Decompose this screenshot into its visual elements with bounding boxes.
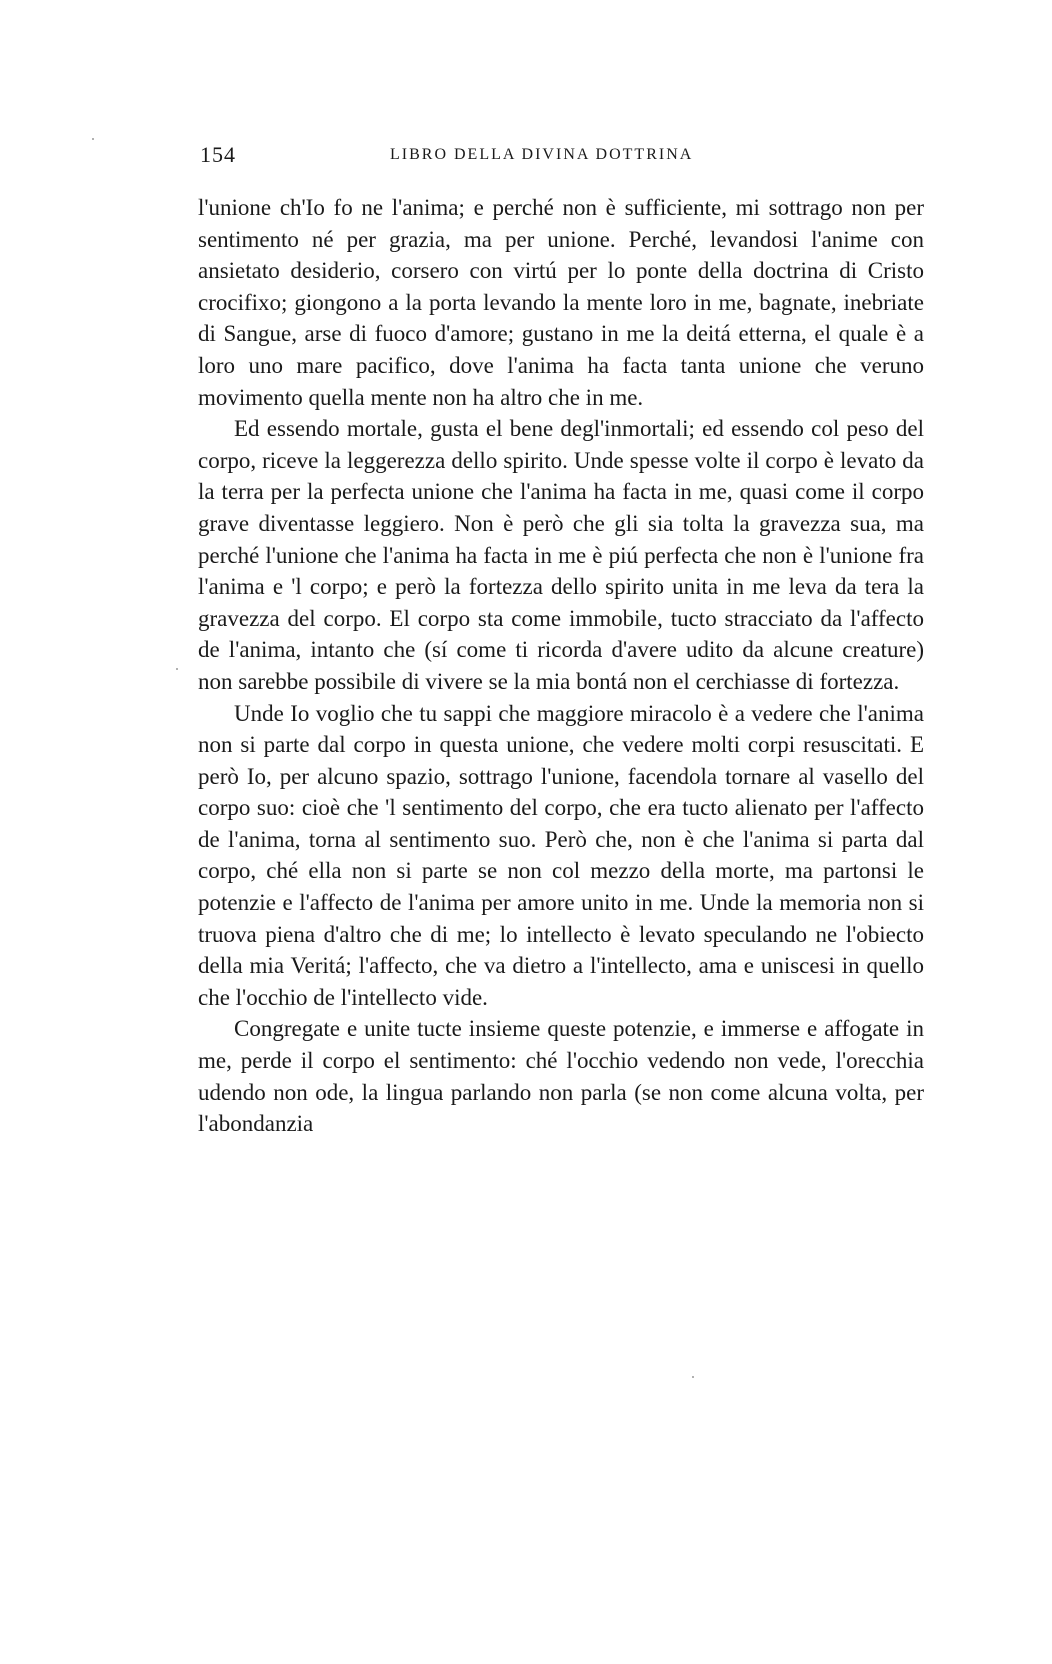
paragraph-1: l'unione ch'Io fo ne l'anima; e perché non è sufficiente, mi sottrago non per sentimento né per grazia, ma per unione. Perché, levandosi l'anime con ansietato desiderio, corsero con virtú per lo ponte della doctrina di Cristo crocifixo; giongono a la porta levando la mente loro in me, bagnate, inebriate di Sangue, arse di fuoco d'amore; gustano in me la deitá etterna, el quale è a loro uno mare pacifico, dove l'anima ha facta tanta unione che veruno movimento quella mente non ha altro che in me. (198, 195, 924, 410)
page-number: 154 (200, 142, 236, 167)
paper-speck (176, 668, 178, 670)
body-text (198, 192, 924, 1140)
book-title: LIBRO DELLA DIVINA DOTTRINA (390, 146, 694, 163)
running-head (200, 142, 922, 172)
paper-speck (692, 1376, 694, 1378)
paragraph-2: Ed essendo mortale, gusta el bene degl'inmortali; ed essendo col peso del corpo, riceve la leggerezza dello spirito. Unde spesse volte il corpo è levato da la terra per la perfecta unione che l'anima ha facta in me, quasi come il corpo grave diventasse leggiero. Non è però che gli sia tolta la gravezza sua, ma perché l'unione che l'anima ha facta in me è piú perfecta che non è l'unione fra l'anima e 'l corpo; e però la fortezza dello spirito unita in me leva da tera la gravezza del corpo. El corpo sta come immobile, tucto stracciato da l'affecto de l'anima, intanto che (sí come ti ricorda d'avere udito da alcune creature) non sarebbe possibile di vivere se la mia bontá non el cerchiasse di fortezza. (198, 416, 924, 694)
paragraph-3: Unde Io voglio che tu sappi che maggiore miracolo è a vedere che l'anima non si parte dal corpo in questa unione, che vedere molti corpi resuscitati. E però Io, per alcuno spazio, sottrago l'unione, facendola tornare al vasello del corpo suo: cioè che 'l sentimento del corpo, che era tucto alienato per l'affecto de l'anima, torna al sentimento suo. Però che, non è che l'anima si parta dal corpo, ché ella non si parte se non col mezzo della morte, ma partonsi le potenzie e l'affecto de l'anima per amore unito in me. Unde la memoria non si truova piena d'altro che di me; lo intellecto è levato speculando ne l'obiecto della mia Veritá; l'affecto, che va dietro a l'intellecto, ama e uniscesi in quello che l'occhio de l'intellecto vide. (198, 700, 924, 1010)
paragraph-4: Congregate e unite tucte insieme queste potenzie, e immerse e affogate in me, perde il corpo el sentimento: ché l'occhio vedendo non vede, l'orecchia udendo non ode, la lingua parlando non parla (se non come alcuna volta, per l'abondanzia (198, 1016, 924, 1137)
paper-speck (92, 138, 94, 140)
